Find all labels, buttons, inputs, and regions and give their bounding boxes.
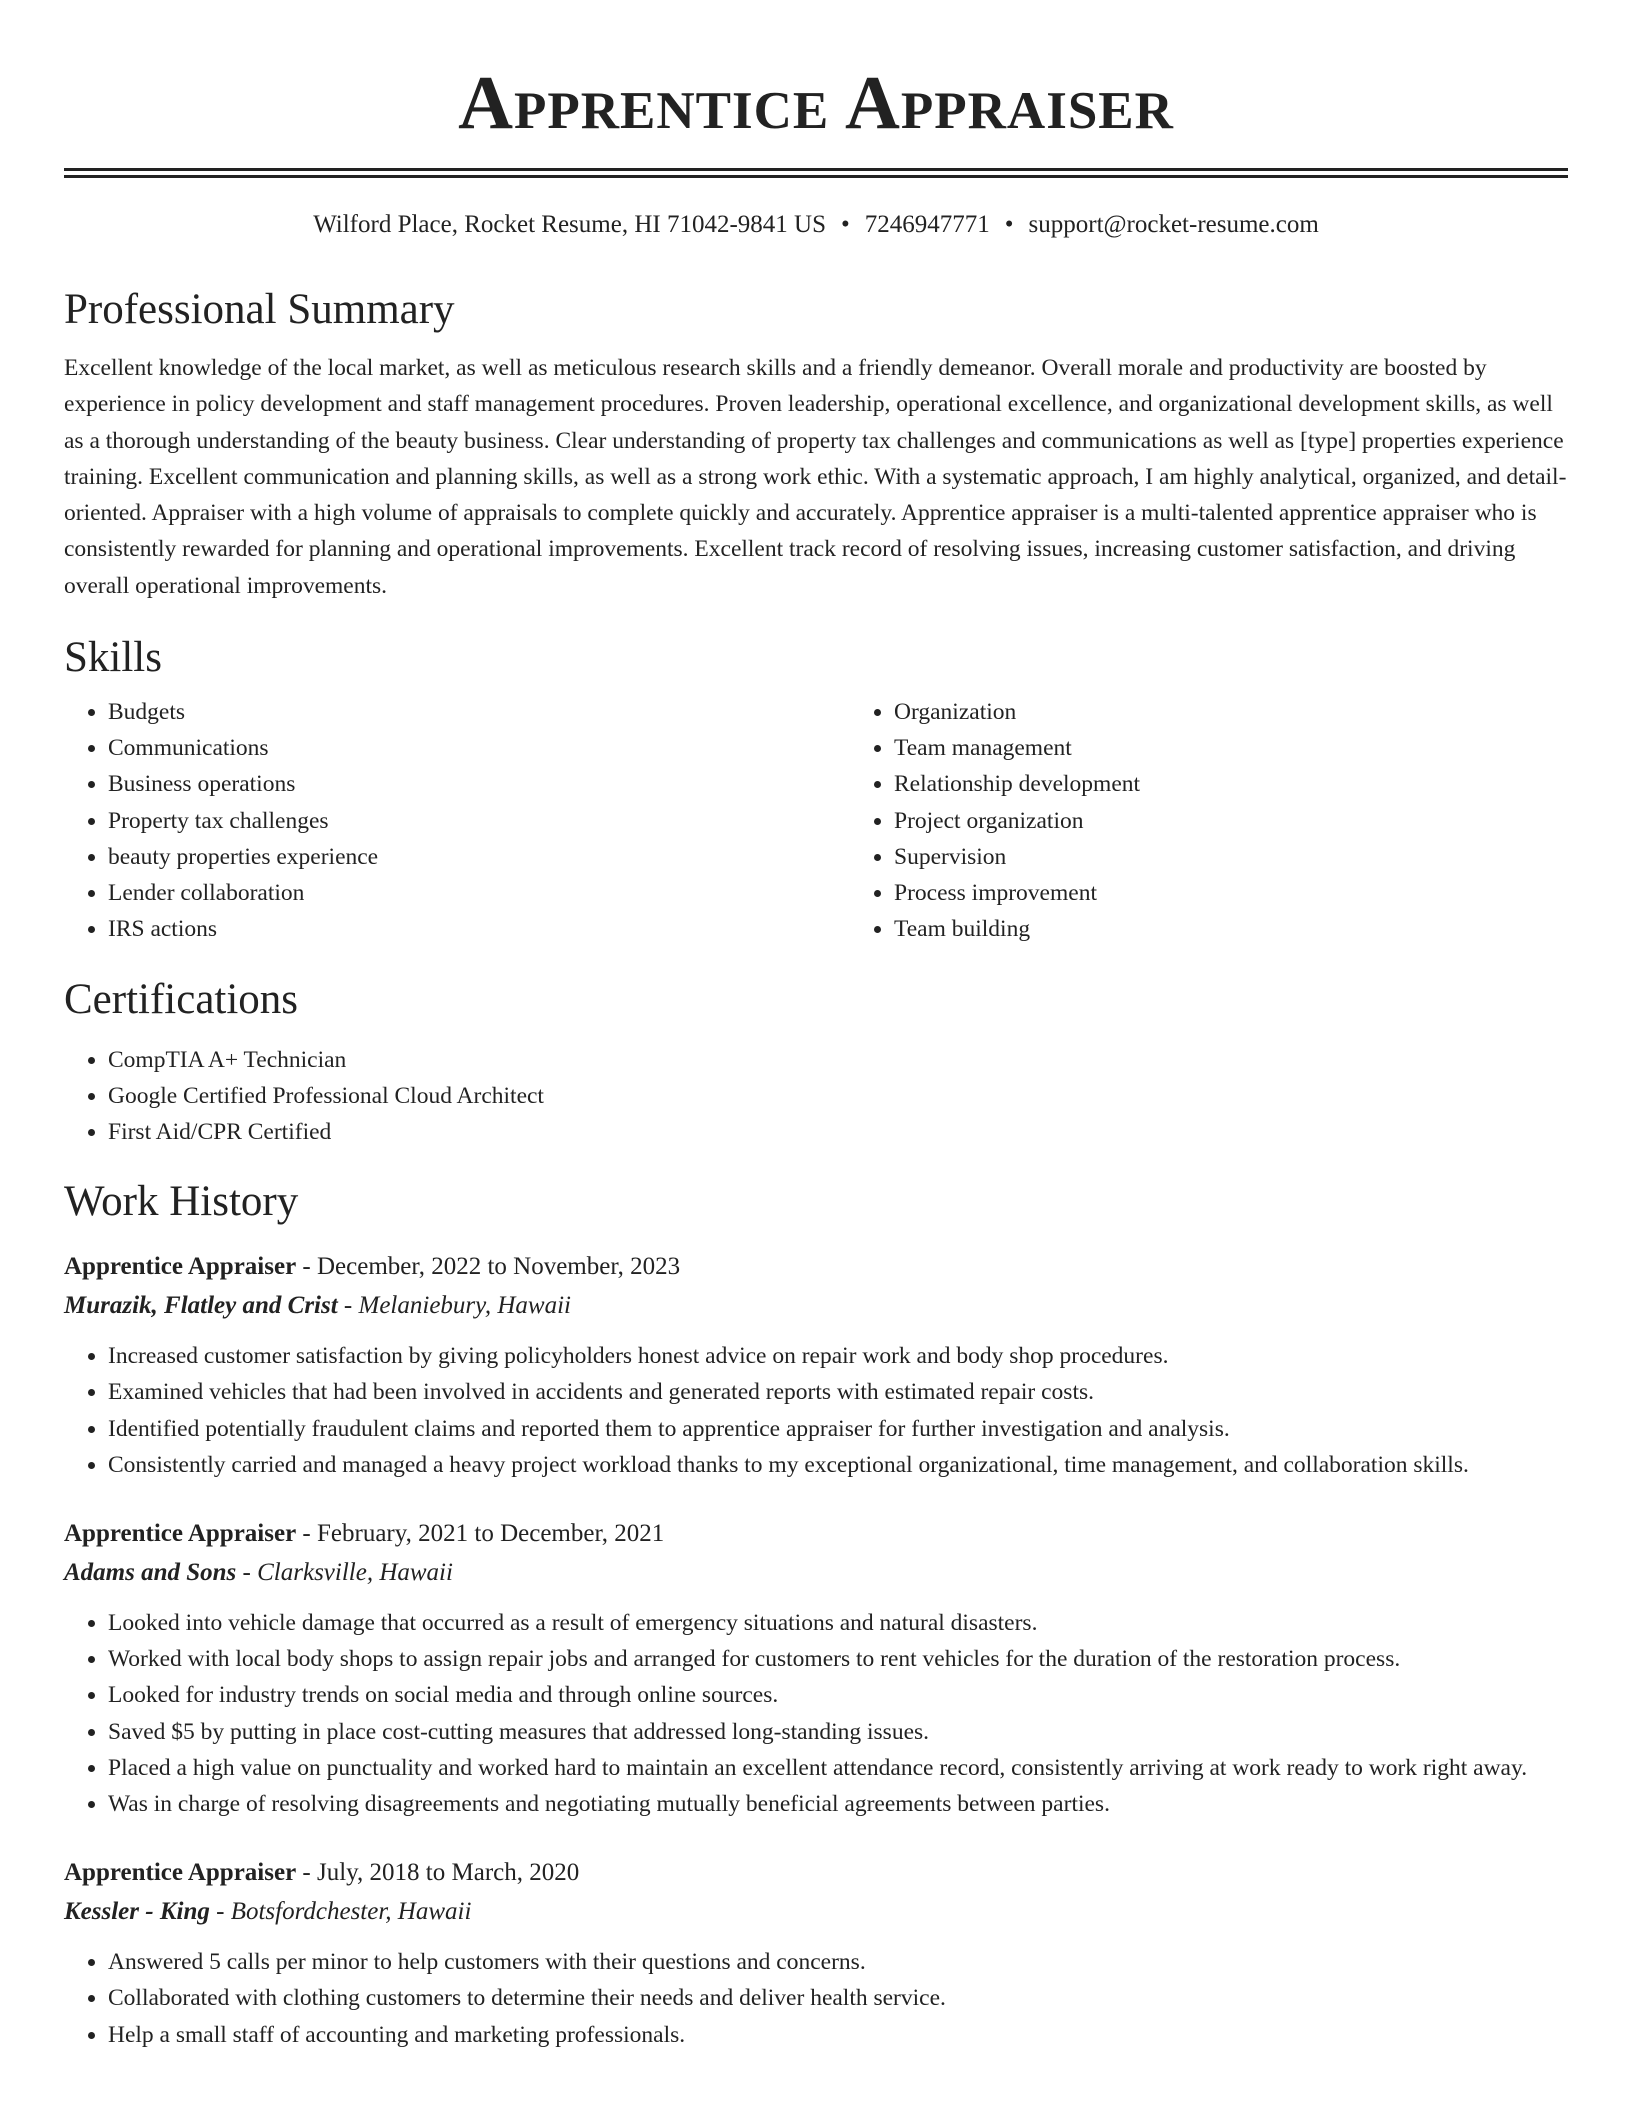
job-bullet: • Help a small staff of accounting and marketing professionals. [108, 2017, 1568, 2053]
job-company-line [64, 1892, 1568, 1932]
job-location: Clarksville, Hawaii [257, 1558, 453, 1586]
skill-item: • Team management [894, 730, 1632, 766]
job-bullet: • Increased customer satisfaction by giving policyholders honest advice on repair work and body shop procedures. [108, 1338, 1568, 1374]
job-bullet: • Worked with local body shops to assign repair jobs and arranged for customers to rent vehicles for the duration of the restoration process. [108, 1641, 1568, 1677]
job-company-line [64, 1553, 1568, 1593]
job-bullet: • Looked into vehicle damage that occurred as a result of emergency situations and natural disasters. [108, 1605, 1568, 1641]
summary-section [64, 284, 1568, 604]
title-divider [64, 168, 1568, 178]
job-title: Apprentice Appraiser [64, 1859, 297, 1887]
job-title-line [64, 1854, 1568, 1892]
job-title: Apprentice Appraiser [64, 1519, 297, 1547]
contact-separator: • [840, 211, 850, 238]
job-bullet: • Collaborated with clothing customers to determine their needs and deliver health service. [108, 1980, 1568, 2016]
job-dash: - [302, 1859, 311, 1887]
skills-list-left [64, 694, 850, 947]
skills-list-right [850, 694, 1632, 947]
job-bullet: • Consistently carried and managed a heavy project workload thanks to my exceptional organizational, time management, and collaboration skills. [108, 1447, 1568, 1483]
job-dash: - [302, 1253, 311, 1281]
skills-columns [64, 694, 1568, 947]
job-company: Adams and Sons [64, 1558, 237, 1586]
certifications-section [64, 974, 1568, 1151]
job-title-line [64, 1248, 1568, 1286]
job-bullet: • Saved $5 by putting in place cost-cutting measures that addressed long-standing issues. [108, 1714, 1568, 1750]
certification-item: • CompTIA A+ Technician [108, 1042, 1568, 1078]
job-location: Botsfordchester, Hawaii [230, 1898, 472, 1926]
job-dates: July, 2018 to March, 2020 [317, 1859, 580, 1887]
job-dates: December, 2022 to November, 2023 [317, 1253, 681, 1281]
skill-item: • Organization [894, 694, 1632, 730]
certification-item: • First Aid/CPR Certified [108, 1114, 1568, 1150]
job-title: Apprentice Appraiser [64, 1253, 297, 1281]
skill-item: • Process improvement [894, 875, 1632, 911]
job-bullet: • Answered 5 calls per minor to help customers with their questions and concerns. [108, 1944, 1568, 1980]
certifications-list [64, 1042, 1568, 1151]
job-entry [64, 1515, 1568, 1822]
resume-title: Apprentice Appraiser [458, 61, 1174, 145]
skill-item: • Communications [108, 730, 850, 766]
job-bullet: • Examined vehicles that had been involved in accidents and generated reports with estimated repair costs. [108, 1374, 1568, 1410]
contact-email: support@rocket-resume.com [1028, 211, 1319, 238]
job-company: Kessler - King [64, 1898, 210, 1926]
job-location: Melaniebury, Hawaii [358, 1292, 571, 1320]
job-company-line [64, 1286, 1568, 1326]
job-dash: - [343, 1292, 353, 1320]
job-bullets [64, 1338, 1568, 1483]
skills-section [64, 632, 1568, 947]
contact-phone: 7246947771 [864, 211, 990, 238]
job-dash: - [216, 1898, 225, 1926]
certification-item: • Google Certified Professional Cloud Architect [108, 1078, 1568, 1114]
job-bullet: • Identified potentially fraudulent claims and reported them to apprentice appraiser for further investigation and analysis. [108, 1411, 1568, 1447]
job-bullet: • Looked for industry trends on social media and through online sources. [108, 1677, 1568, 1713]
contact-address: Wilford Place, Rocket Resume, HI 71042-9841 US [313, 211, 826, 238]
skill-item: • IRS actions [108, 911, 850, 947]
summary-text: Excellent knowledge of the local market, as well as meticulous research skills and a friendly demeanor. Overall morale and productivity are boosted by experience in policy development and staff management procedures. Proven leadership, operational excellence, and organizational development skills, as well as a thorough understanding of the beauty business. Clear understanding of property tax challenges and communications as well as [type] properties experience training. Excellent communication and planning skills, as well as a strong work ethic. With a systematic approach, I am highly analytical, organized, and detail-oriented. Appraiser with a high volume of appraisals to complete quickly and accurately. Apprentice appraiser is a multi-talented apprentice appraiser who is consistently rewarded for planning and operational improvements. Excellent track record of resolving issues, increasing customer satisfaction, and driving overall operational improvements. [64, 355, 1567, 599]
skill-item: • Budgets [108, 694, 850, 730]
job-company: Murazik, Flatley and Crist [64, 1292, 338, 1320]
job-dates: February, 2021 to December, 2021 [317, 1519, 665, 1547]
skill-item: • beauty properties experience [108, 839, 850, 875]
skill-item: • Business operations [108, 766, 850, 802]
work-history-heading: Work History [64, 1178, 299, 1226]
job-dash: - [302, 1519, 311, 1547]
contact-separator: • [1004, 211, 1014, 238]
skill-item: • Supervision [894, 839, 1632, 875]
certifications-heading: Certifications [64, 975, 299, 1023]
skill-item: • Property tax challenges [108, 803, 850, 839]
skill-item: • Team building [894, 911, 1632, 947]
job-bullet: • Was in charge of resolving disagreements and negotiating mutually beneficial agreements between parties. [108, 1786, 1568, 1822]
job-bullets [64, 1605, 1568, 1822]
skill-item: • Project organization [894, 803, 1632, 839]
job-bullet: • Placed a high value on punctuality and worked hard to maintain an excellent attendance record, consistently arriving at work ready to work right away. [108, 1750, 1568, 1786]
job-entry [64, 1248, 1568, 1483]
job-entry [64, 1854, 1568, 2053]
job-dash: - [242, 1558, 251, 1586]
skill-item: • Lender collaboration [108, 875, 850, 911]
summary-heading: Professional Summary [64, 286, 455, 333]
skills-heading: Skills [64, 634, 162, 682]
contact-line [64, 208, 1568, 242]
work-history-section [64, 1176, 1568, 2053]
job-bullets [64, 1944, 1568, 2053]
skill-item: • Relationship development [894, 766, 1632, 802]
job-title-line [64, 1515, 1568, 1553]
